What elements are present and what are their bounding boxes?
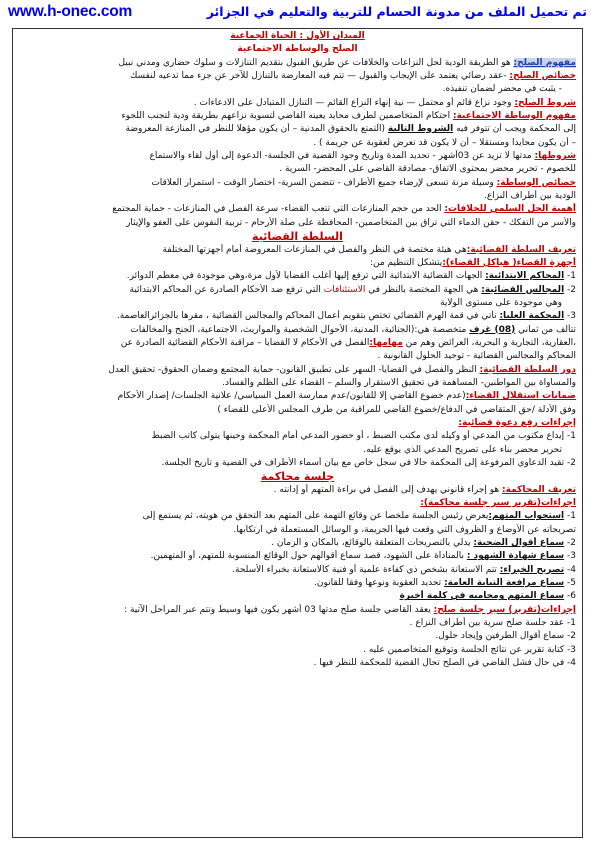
heading-term: سماع مرافعة النيابة العامة: (444, 578, 565, 589)
line-text: تأتي في قمة الهرم القضائي تختص بتقويم أعمال المحاكم والمجالس القضائية ، مقرها بالجزائرالعاصمة. (116, 311, 500, 322)
line-text: والأسر من التفكك - حقن الدماء التي تراق بين المتخاصمين- المحافظة على صلة الأرحام - تربية النفوس على العفو والإيثار (126, 217, 576, 228)
line-text: تحرير محضر بناء على تصريح المدعي الذي يوقع عليه. (363, 444, 562, 455)
heading-term: خصائص الصلح: (509, 71, 576, 82)
heading-term: شروطها: (534, 151, 576, 162)
line-text: ،العقارية، التجارية و البحرية، العرائض وهم من (402, 337, 576, 348)
content-frame (12, 28, 583, 838)
line-text: تصريحاته عن الأوضاع و الظروف التي وقعت فيها الجريمة، و الوسائل المستعملة في ارتكابها. (233, 524, 576, 535)
text-line (19, 404, 576, 417)
text-line (19, 324, 576, 337)
line-text: (الجنائية، المدنية، الأحوال الشخصية والمواريث، الاجتماعية، الجنح والمخالفات (130, 324, 415, 335)
heading-term: شروط الصلح: (514, 97, 576, 108)
heading-term: تعريف السلطة القضائية: (466, 244, 576, 255)
text-line (19, 244, 576, 257)
heading-term: ضمانات استقلال القضاء: (465, 391, 576, 402)
line-text: 1- (564, 511, 576, 522)
line-text: 3- (564, 551, 576, 562)
text-line (19, 337, 576, 350)
text-line (19, 537, 576, 550)
text-line (19, 257, 576, 270)
line-text: تحديد العقوبة ونوعها وفقا للقانون. (314, 578, 445, 589)
heading-term: أهمية الحل السلمي للخلافات: (444, 204, 576, 215)
heading-term: (08) غرف (469, 324, 516, 335)
line-text: هو الطريقة الودية لحل النزاعات والخلافات عن طريق القبول بتقديم التنازلات و سلوك حضاري ومدني نبيل (118, 57, 514, 68)
line-text: متخصصة هي: (414, 324, 470, 335)
line-text: 4- (564, 564, 576, 575)
heading-term: الشروط التالية (387, 124, 454, 135)
heading-term: مفهوم الوساطة الاجتماعية: (452, 111, 576, 122)
heading-term: خصائص الوساطة: (496, 177, 576, 188)
line-text: الميدان الأول : الحياة الجماعية (230, 31, 365, 41)
page-header (8, 3, 587, 27)
text-line (19, 230, 576, 243)
line-text: جلسة محاكمة (260, 470, 335, 484)
line-text: (عدم خضوع القاضي إلا للقانون/عدم ممارسة العمل السياسي/ علانية الجلسات/ إصدار الأحكام (117, 391, 466, 402)
heading-term: أجهزة القضاء( هياكل القضاء): (442, 257, 576, 268)
text-line (19, 123, 576, 136)
text-line (19, 163, 576, 176)
line-text: الحد من حجم المنازعات التي تتعب القضاء- سرعة الفصل في المنازعات - حماية المجتمع (112, 204, 445, 215)
text-line (19, 484, 576, 497)
text-line (19, 524, 576, 537)
text-line (19, 417, 576, 430)
heading-term: إجراءات رفع دعوة قضائية: (458, 417, 576, 428)
heading-term: دور السلطة القضائية: (479, 364, 576, 375)
heading-term: الاستئنافات (323, 284, 366, 295)
line-text: مدتها لا تزيد عن 03أشهر - تحديد المدة وتاريخ وجود القضية في الجلسة- الدعوة إلى أول لقاء والاستماع (149, 151, 535, 162)
text-line (19, 604, 576, 617)
heading-term: استجواب المتهم: (488, 511, 565, 522)
heading-term: إجراءات(تقرير) سير جلسة صلح: (433, 604, 576, 615)
line-text: المحاكم والمجالس القضائية - توحيد الحلول القانونية . (377, 351, 576, 362)
line-text: 3- (564, 311, 576, 322)
line-text: للخصوم - تحرير محضر بمحتوى الاتفاق- مصادقة القاضي على المحضر- السرية . (279, 164, 576, 175)
line-text: السلطة القضائية (252, 230, 343, 244)
line-text: هي الجهة المختصة بالنظر في (365, 284, 482, 295)
line-text: 2- تقيد الدعاوي المرفوعة إلى المحكمة حالا في سجل خاص مع بيان أسماء الأطراف في القضية و تاريخ الجلسة. (161, 458, 576, 468)
text-line (19, 70, 576, 83)
text-line (19, 203, 576, 216)
download-note: تم تحميل الملف من مدونة الحسام للتربية والتعليم في الجزائر (206, 4, 587, 19)
line-text: 2- (564, 284, 576, 295)
line-text: الودية بين أطراف النزاع. (484, 191, 576, 202)
line-text: يعرض رئيس الجلسة ملخصا عن وقائع التهمة على المتهم بعد التحقق من هويته، ثم يستمع إلى (142, 511, 489, 522)
line-text: الجهات القضائية الابتدائية التي ترفع إليها أغلب القضايا لأول مرة،وهي موجودة في معظم الدوائر. (126, 271, 486, 282)
text-line (19, 57, 576, 70)
line-text: والمساواة بين المواطنين- المساهمة في تحقيق الاستقرار والسلم – القضاء على الظلم والفساد. (222, 377, 576, 388)
text-line (19, 390, 576, 403)
line-text: بالمناداة على الشهود، قصد سماع أقوالهم حول الوقائع المنسوبة للمتهم، أو المتهمين. (150, 551, 467, 562)
text-line (19, 444, 576, 457)
line-text: 4- في حال فشل القاضي في الصلح تحال القضية للمحكمة للنظر فيها . (313, 658, 576, 669)
line-text: التي ترفع ضد الأحكام الصادرة عن المحاكم الابتدائية (129, 284, 324, 295)
line-text: هي هيئة مختصة في النظر والفصل في المنازعات المعروضة أمام أجهزتها المختلفة (162, 244, 467, 255)
text-line (19, 377, 576, 390)
text-line (19, 350, 576, 363)
line-text: النظر والفصل في القضايا- السهر على تطبيق القانون- حماية المجتمع وضمان الحقوق- تحقيق العدل (108, 364, 480, 375)
heading-term: سماع أقوال الضحية: (473, 538, 565, 549)
line-text: يدلي بالتصريحات المتعلقة بالوقائع، بالمكان و الزمان . (271, 538, 474, 549)
text-line (19, 137, 576, 150)
heading-term: المحاكم الابتدائية: (485, 271, 565, 282)
line-text: تتألف من ثماني (515, 324, 576, 335)
heading-term: سماع شهادة الشهود : (466, 551, 565, 562)
text-line (19, 270, 576, 283)
heading-term: اجراءات(تقرير سير جلسة محاكمة): (420, 498, 576, 509)
text-line (19, 457, 576, 470)
text-line (19, 177, 576, 190)
line-text: يتشكل التنظيم من: (369, 257, 443, 268)
text-line (19, 470, 576, 483)
text-line (19, 97, 576, 110)
line-text: 1- عقد جلسة صلح سرية بين أطراف النزاع . (409, 618, 576, 629)
line-text: يعقد القاضي جلسة صلح مدتها 03 أشهر يكون فيها وسيط وتتم عبر المراحل الآتية : (124, 604, 434, 615)
site-url-link[interactable]: www.h-onec.com (8, 3, 133, 20)
text-line (19, 43, 576, 56)
text-line (19, 590, 576, 603)
line-text: 2- (564, 538, 576, 549)
line-text: الفصل في الأحكام لا القضايا – مراقبة الأحكام القضائية الصادرة عن (120, 337, 370, 348)
heading-term: تصريح الخبراء: (499, 564, 565, 575)
text-line (19, 657, 576, 670)
line-text: -عقد رضائي يعتمد على الإيجاب والقبول — تتم فيه المعارضة بالتنازل للآخر عن جزء مما تدعيه لنفسك (129, 71, 510, 82)
text-line (19, 30, 576, 43)
line-text: 6- (564, 591, 576, 602)
line-text: 5- (564, 578, 576, 589)
heading-term: المحكمة العليا: (499, 311, 565, 322)
line-text: احتكام المتخاصمين لطرف محايد يعينه القاضي لتسوية نزاعهم بطريقة ودية لتجنب اللجوء (121, 111, 453, 122)
line-text: - يثبت في محضر لضمان تنفيذه. (442, 84, 562, 95)
line-text: هو إجراء قانوني يهدف إلى الفصل في براءة المتهم أو إدانته . (273, 484, 503, 495)
heading-term: تعريف المحاكمة: (502, 484, 576, 495)
text-line (19, 564, 576, 577)
text-line (19, 430, 576, 443)
line-text: وهي موجودة على مستوى الولاية (440, 297, 562, 308)
line-text: 2- سماع أقوال الطرفين وإيجاد حلول. (435, 631, 576, 642)
text-line (19, 644, 576, 657)
text-line (19, 190, 576, 203)
line-text: (التمتع بالحقوق المدنية – أن يكون مؤهلا للنظر في المنازعة المعروضة (125, 124, 388, 135)
line-text: إلى المحكمة ويجب أن تتوفر فيه (453, 124, 576, 135)
text-line (19, 83, 576, 96)
text-line (19, 297, 576, 310)
text-line (19, 110, 576, 123)
line-text: وفق الأدلة /حق المتقاضي في الدفاع/خضوع القاضي للمراقبة من طرف المجلس الأعلى للقضاء ) (217, 404, 576, 415)
heading-term: سماع المتهم ومحاميه في كلمة أخيرة (399, 591, 565, 602)
line-text: وسيلة مرنة تسعى لإرضاء جميع الأطراف - تتضمن السرية- اختصار الوقت - استمرار العلاقات (151, 177, 497, 188)
text-line (19, 150, 576, 163)
text-line (19, 310, 576, 323)
text-line (19, 630, 576, 643)
text-line (19, 284, 576, 297)
heading-term: مفهوم الصلح: (513, 57, 576, 68)
line-text: – أن يكون محايدا ومستقلا – أن لا يكون قد تعرض لعقوبة عن جريمة ) . (313, 137, 576, 148)
line-text: الصلح والوساطة الاجتماعية (237, 44, 358, 55)
line-text: وجود نزاع قائم أو محتمل — نية إنهاء النزاع القائم — التنازل المتبادل على الادعاءات . (193, 97, 515, 108)
text-line (19, 577, 576, 590)
line-text: تتم الاستعانة بشخص ذي كفاءة علمية أو فنية كالاستعانة بخبراء الأسلحة. (232, 564, 500, 575)
line-text: 3- كتابة تقرير عن نتائج الجلسة وتوقيع المتخاصمين عليه . (363, 644, 576, 655)
text-line (19, 497, 576, 510)
line-text: 1- (564, 271, 576, 282)
heading-term: مهامها: (369, 337, 403, 348)
text-line (19, 617, 576, 630)
text-line (19, 364, 576, 377)
text-line (19, 217, 576, 230)
heading-term: المجالس القضائية: (481, 284, 565, 295)
text-line (19, 550, 576, 563)
text-line (19, 510, 576, 523)
line-text: 1- إيداع مكتوب من المدعي أو وكيله لدى مكتب الضبط ، أو حضور المدعي أمام المحكمة وحينها يتولى كاتب الضبط (151, 431, 576, 442)
